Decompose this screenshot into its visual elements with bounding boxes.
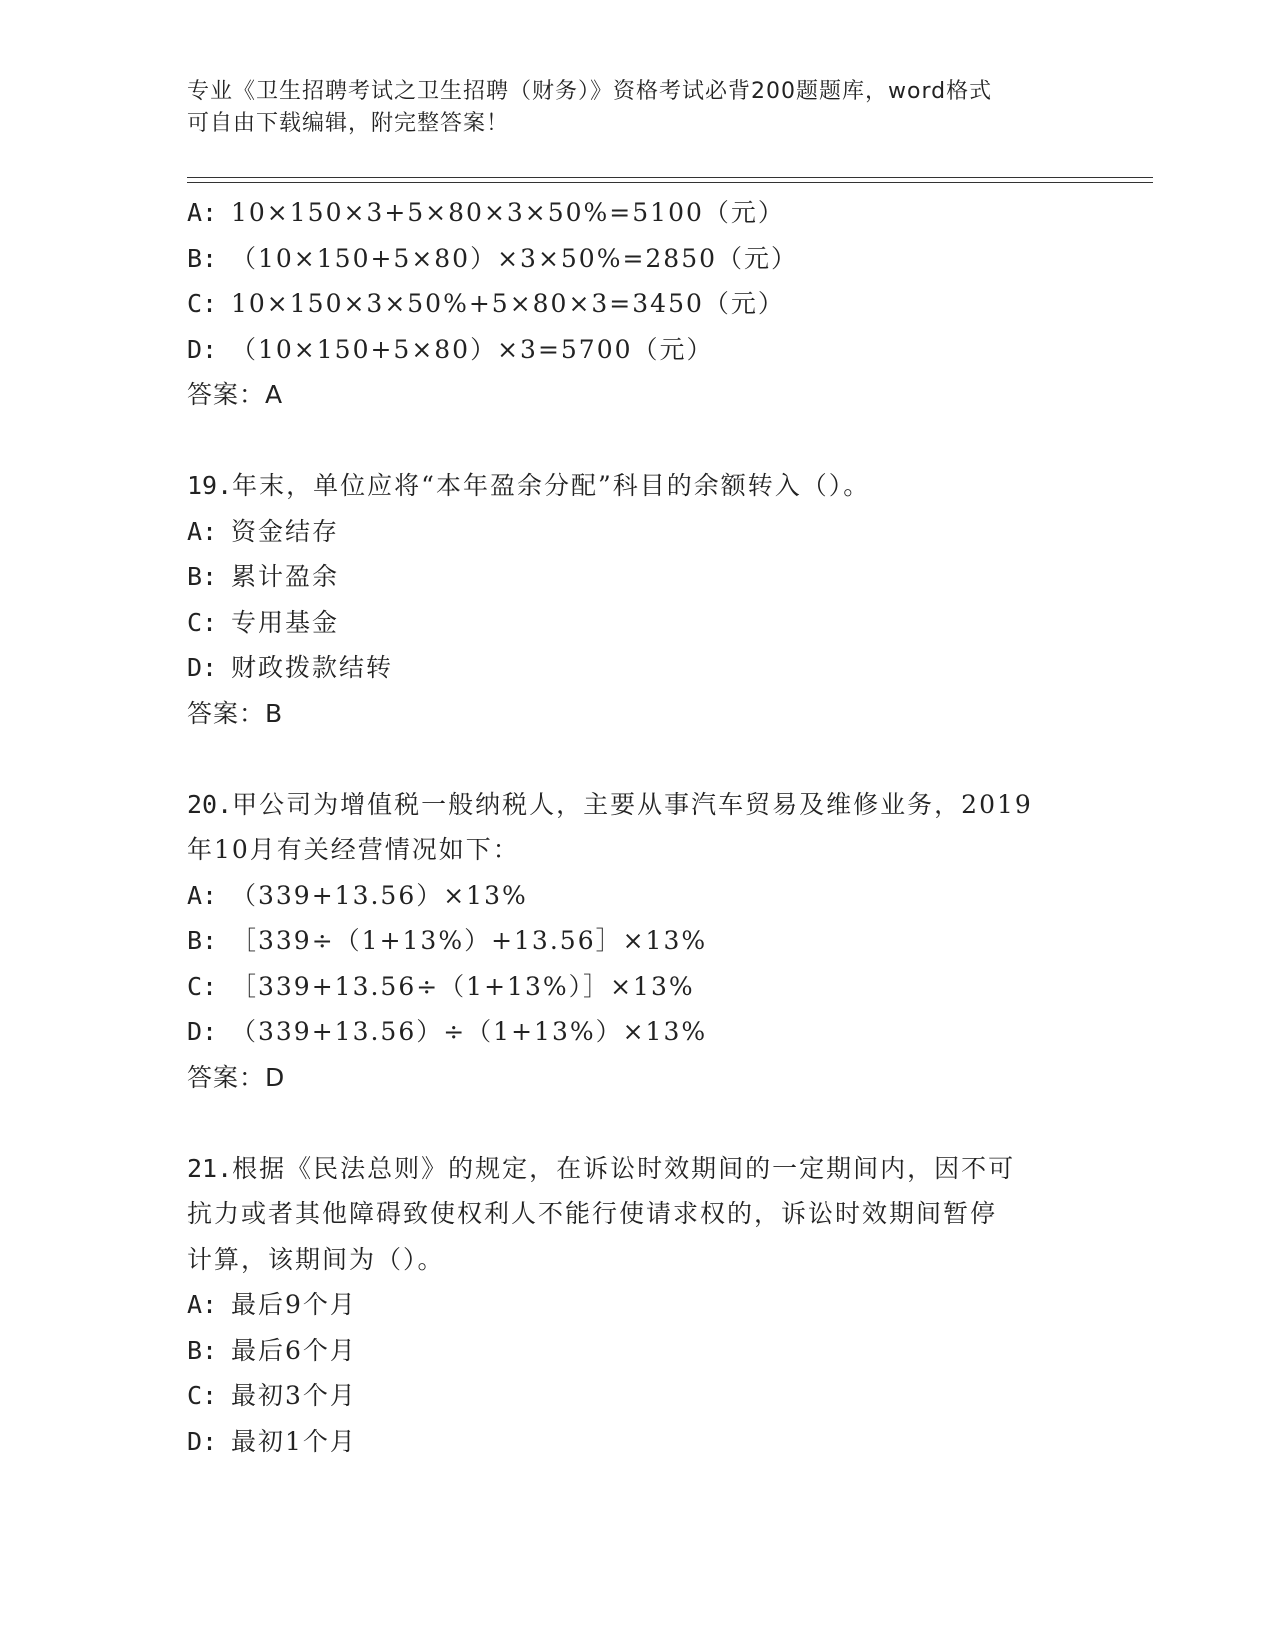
option-text: 10×150×3×50%+5×80×3=3450（元） [231, 289, 785, 318]
option-c [187, 281, 1087, 327]
option-label: D: [187, 653, 218, 682]
question-text: 年末，单位应将“本年盈余分配”科目的余额转入（）。 [232, 471, 871, 500]
question-stem-continued: 抗力或者其他障碍致使权利人不能行使请求权的，诉讼时效期间暂停 [187, 1199, 998, 1228]
option-text: 专用基金 [231, 607, 340, 637]
option-d [187, 1009, 1087, 1055]
question-stem [187, 782, 1087, 828]
answer-line: 答案：D [187, 1062, 286, 1092]
option-text: 最后6个月 [231, 1335, 357, 1365]
option-label: C: [187, 607, 218, 637]
question-21 [187, 1146, 1087, 1465]
option-label: B: [187, 562, 218, 591]
question-19 [187, 463, 1087, 736]
option-text: （339+13.56）×13% [231, 880, 528, 910]
question-text: 甲公司为增值税一般纳税人，主要从事汽车贸易及维修业务，2019 [232, 789, 1033, 819]
question-number: 20. [187, 789, 233, 819]
option-b [187, 236, 1087, 282]
question-stem [187, 1146, 1087, 1192]
option-label: A: [187, 880, 218, 910]
answer-line: 答案：A [187, 380, 284, 409]
option-text: 累计盈余 [231, 562, 340, 591]
option-label: C: [187, 1381, 218, 1410]
question-list [187, 190, 1087, 1464]
answer-line: 答案：B [187, 698, 284, 728]
option-label: C: [187, 971, 218, 1001]
option-text: （339+13.56）÷（1+13%）×13% [231, 1017, 708, 1046]
question-18 [187, 190, 1087, 418]
option-a [187, 1282, 1087, 1328]
question-number: 21. [187, 1153, 233, 1183]
option-text: 最初1个月 [231, 1426, 357, 1456]
question-text: 根据《民法总则》的规定，在诉讼时效期间的一定期间内，因不可 [232, 1153, 1016, 1183]
option-a [187, 873, 1087, 919]
question-number: 19. [187, 471, 233, 500]
option-label: B: [187, 1335, 218, 1365]
option-d [187, 645, 1087, 691]
option-c [187, 600, 1087, 646]
option-text: 最初3个月 [231, 1381, 357, 1410]
option-label: D: [187, 334, 218, 364]
question-20 [187, 782, 1087, 1101]
option-d [187, 1419, 1087, 1465]
option-label: A: [187, 1290, 218, 1319]
question-stem-continued: 年10月有关经营情况如下： [187, 835, 520, 864]
spacer [187, 736, 1087, 782]
header-divider-bottom [187, 182, 1153, 183]
option-c [187, 964, 1087, 1010]
option-text: ［339+13.56÷（1+13%）］×13% [231, 971, 695, 1001]
header-divider-top [187, 177, 1153, 178]
option-text: 资金结存 [231, 516, 340, 546]
option-a [187, 509, 1087, 555]
question-stem-continued: 计算，该期间为（）。 [187, 1244, 445, 1274]
option-a [187, 190, 1087, 236]
option-label: A: [187, 198, 218, 227]
option-text: （10×150+5×80）×3×50%=2850（元） [231, 243, 799, 273]
question-stem [187, 463, 1087, 509]
option-label: B: [187, 926, 218, 955]
option-label: D: [187, 1426, 218, 1456]
option-text: 最后9个月 [231, 1290, 357, 1319]
option-text: （10×150+5×80）×3=5700（元） [231, 334, 714, 364]
option-b [187, 918, 1087, 964]
option-c [187, 1373, 1087, 1419]
document-header [187, 76, 1087, 140]
option-label: A: [187, 516, 218, 546]
header-title-line-1: 专业《卫生招聘考试之卫生招聘（财务）》资格考试必背200题题库，word格式 [187, 79, 993, 104]
option-b [187, 1328, 1087, 1374]
spacer [187, 418, 1087, 464]
option-text: 财政拨款结转 [231, 653, 394, 682]
option-text: ［339÷（1+13%）+13.56］×13% [231, 926, 708, 955]
header-title-line-2: 可自由下载编辑，附完整答案！ [187, 111, 510, 136]
spacer [187, 1100, 1087, 1146]
option-text: 10×150×3+5×80×3×50%=5100（元） [231, 198, 785, 227]
option-label: D: [187, 1017, 218, 1046]
option-b [187, 554, 1087, 600]
option-d [187, 327, 1087, 373]
option-label: B: [187, 243, 218, 273]
option-label: C: [187, 289, 218, 318]
